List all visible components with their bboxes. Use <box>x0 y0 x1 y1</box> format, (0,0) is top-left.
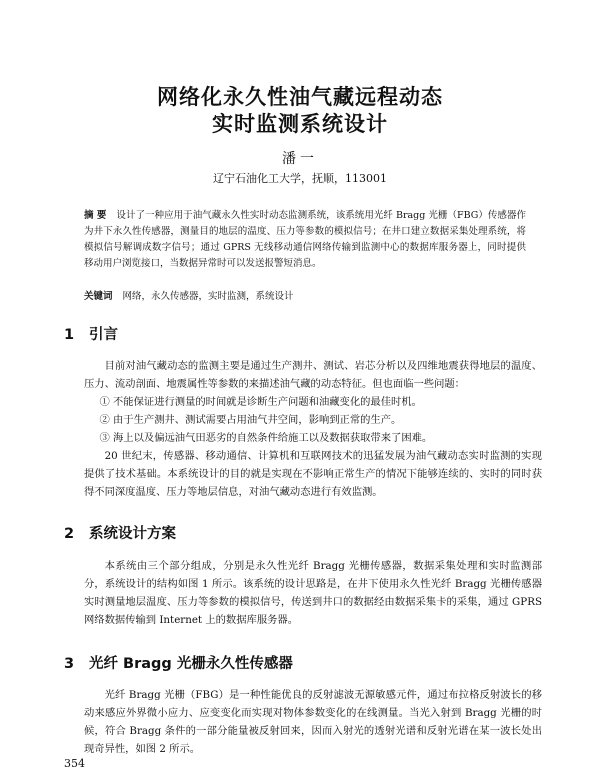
title-line-2: 实时监测系统设计 <box>212 112 388 136</box>
section-2-heading <box>64 522 544 543</box>
paper-title <box>0 84 600 138</box>
paragraph: 20 世纪末，传感器、移动通信、计算机和互联网技术的迅猛发展为油气藏动态实时监测的实现提供了技术基础。本系统设计的目的就是实现在不影响正常生产的情况下能够连续的、实时的同时获得不同深度温度、压力等地层信息，对油气藏动态进行有效监测。 <box>84 450 542 498</box>
section-2-body <box>84 557 542 629</box>
section-3-body <box>84 686 542 758</box>
keywords-label: 关键词 <box>84 291 113 302</box>
list-item: ① 不能保证进行测量的时间就是诊断生产问题和油藏变化的最佳时机。 <box>99 396 422 408</box>
section-number: 2 <box>64 526 75 542</box>
author-name: 潘一 <box>282 151 318 167</box>
section-title: 光纤 Bragg 光栅永久性传感器 <box>89 656 293 672</box>
paragraph: 目前对油气藏动态的监测主要是通过生产测井、测试、岩芯分析以及四维地震获得地层的温度、压力、流动剖面、地震属性等参数的来描述油气藏的动态特征。但也面临一些问题： <box>84 360 542 390</box>
section-number: 1 <box>64 327 75 343</box>
section-title: 引言 <box>89 327 118 343</box>
section-number: 3 <box>64 656 75 672</box>
list-item: ② 由于生产测井、测试需要占用油气井空间，影响到正常的生产。 <box>99 414 402 426</box>
author-affiliation: 辽宁石油化工大学，抚顺，113001 <box>213 172 387 185</box>
page-number: 354 <box>64 757 85 770</box>
keywords <box>84 290 526 304</box>
keywords-text: 网络，永久传感器，实时监测，系统设计 <box>122 291 294 302</box>
paragraph: 光纤 Bragg 光栅（FBG）是一种性能优良的反射滤波无源敏感元件，通过布拉格反射波长的移动来感应外界微小应力、应变变化而实现对物体参数变化的在线测量。当光入射到 Bragg 光栅的时候，符合 Bragg 条件的一部分能量被反射回来，因而入射光的透射光谱和反射光谱在某一波长处出现奇异性，如图 2 所示。 <box>84 689 542 755</box>
section-title: 系统设计方案 <box>89 526 176 542</box>
section-3-heading <box>64 652 544 673</box>
abstract-text: 设计了一种应用于油气藏永久性实时动态监测系统，该系统用光纤 Bragg 光栅（FBG）传感器作为井下永久性传感器，测量目的地层的温度、压力等参数的模拟信号；在井口建立数据采集处理系统，将模拟信号解调成数字信号；通过 GPRS 无线移动通信网络传输到监测中心的数据库服务器上，同时提供移动用户浏览接口，当数据异常时可以发送报警短消息。 <box>84 210 526 269</box>
title-line-1: 网络化永久性油气藏远程动态 <box>157 85 443 109</box>
list-item: ③ 海上以及偏远油气田恶劣的自然条件给施工以及数据获取带来了困难。 <box>99 432 433 444</box>
abstract <box>84 208 526 272</box>
paragraph: 本系统由三个部分组成，分别是永久性光纤 Bragg 光栅传感器，数据采集处理和实时监测部分，系统设计的结构如图 1 所示。该系统的设计思路是，在井下使用永久性光纤 Bragg 光栅传感器实时测量地层温度、压力等参数的模拟信号，传送到井口的数据经由数据采集卡的采集，通过 GPRS 网络数据传输到 Internet 上的数据库服务器。 <box>84 560 542 626</box>
abstract-label: 摘 要 <box>84 210 107 221</box>
section-1-body <box>84 357 542 501</box>
section-1-heading <box>64 323 544 344</box>
